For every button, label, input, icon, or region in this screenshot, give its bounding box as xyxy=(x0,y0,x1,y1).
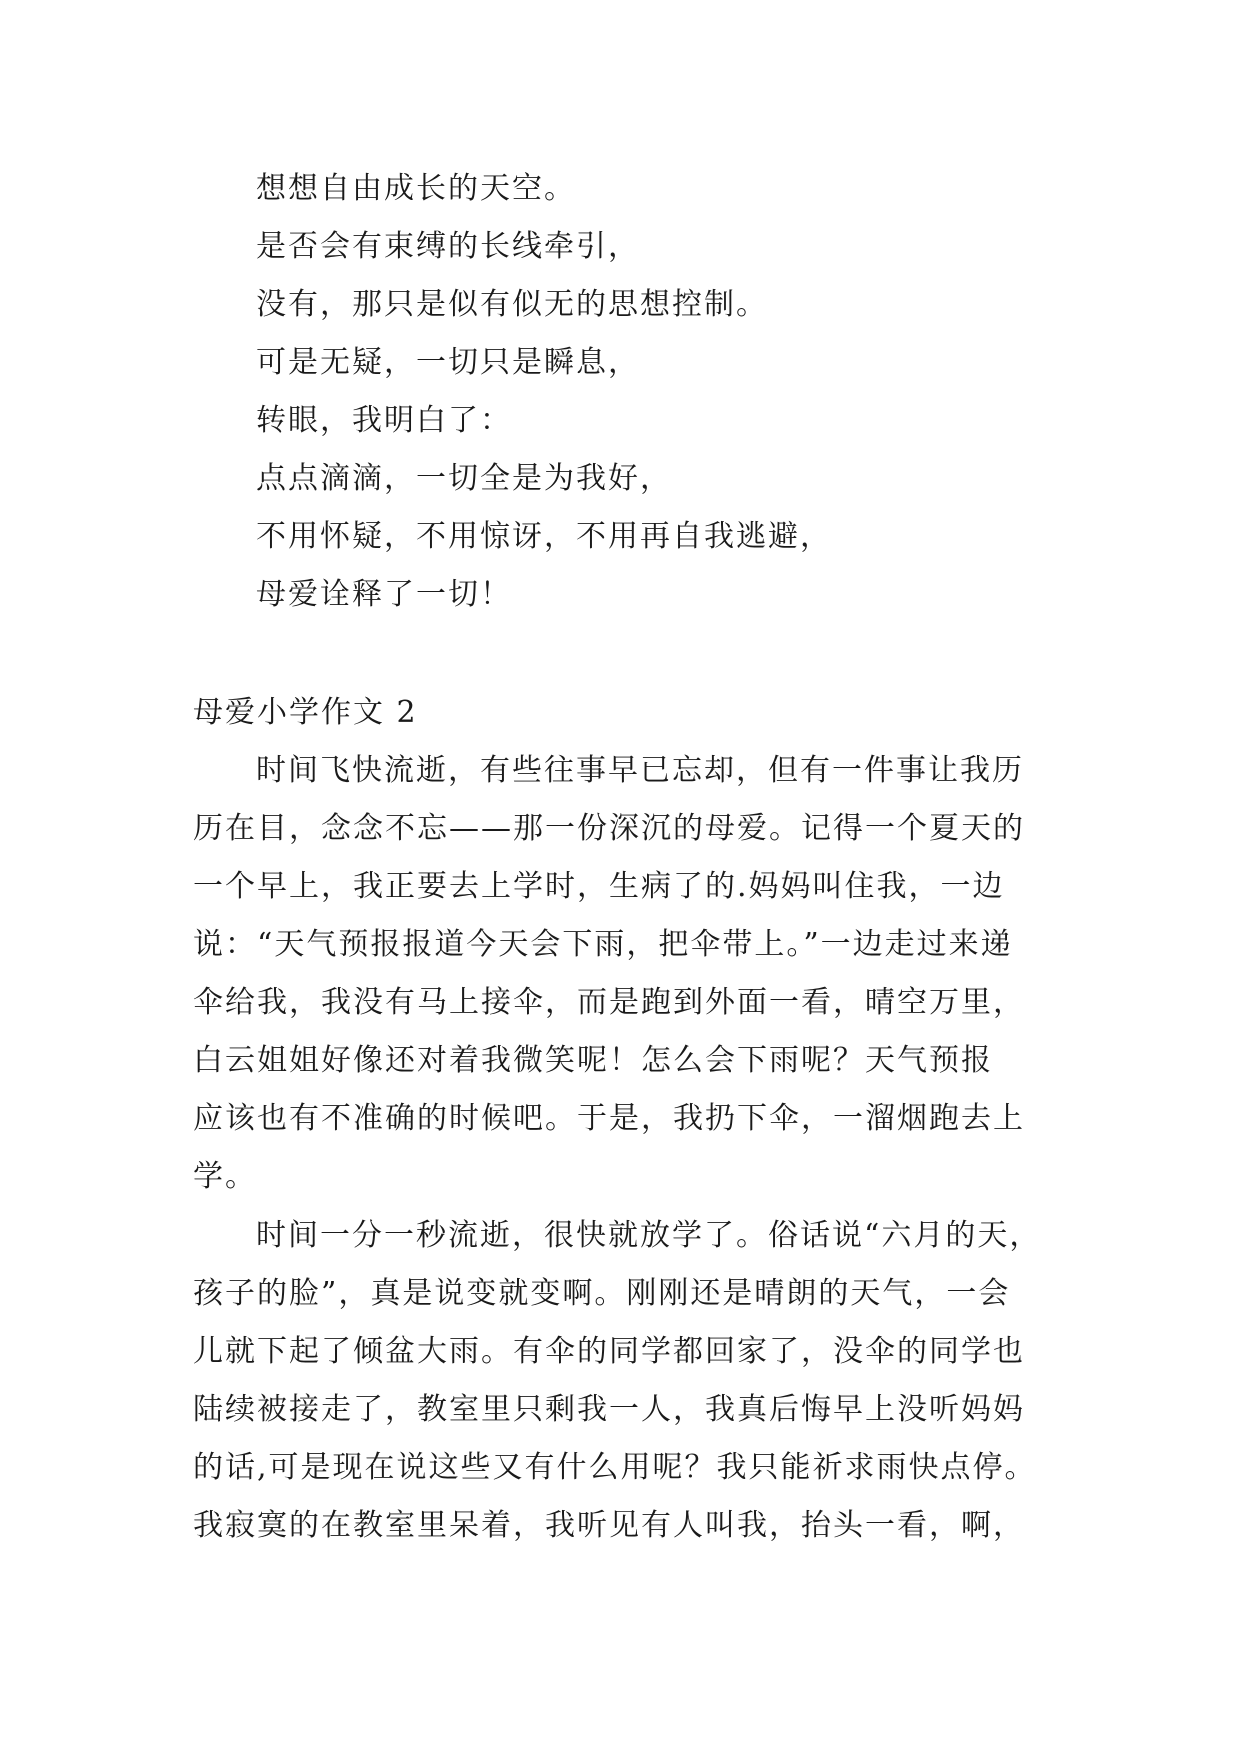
poem-stanza xyxy=(256,160,832,624)
paragraph-line: 时间飞快流逝，有些往事早已忘却，但有一件事让我历 xyxy=(256,753,1024,788)
poem-line: 是否会有束缚的长线牵引， xyxy=(256,229,640,264)
paragraph-line: 说：“天气预报报道今天会下雨，把伞带上。”一边走过来递 xyxy=(193,927,1013,962)
paragraph-line: 的话,可是现在说这些又有什么用呢？我只能祈求雨快点停。 xyxy=(193,1450,1037,1485)
section-title: 母爱小学作文 2 xyxy=(193,695,418,730)
poem-line: 没有，那只是似有似无的思想控制。 xyxy=(256,287,768,322)
paragraph-line: 白云姐姐好像还对着我微笑呢！怎么会下雨呢？天气预报 xyxy=(193,1043,993,1078)
paragraph-line: 陆续被接走了，教室里只剩我一人，我真后悔早上没听妈妈 xyxy=(193,1392,1025,1427)
paragraph-line: 儿就下起了倾盆大雨。有伞的同学都回家了，没伞的同学也 xyxy=(193,1334,1025,1369)
paragraph-line: 学。 xyxy=(193,1159,257,1194)
poem-line: 想想自由成长的天空。 xyxy=(256,171,576,206)
paragraph-line: 伞给我，我没有马上接伞，而是跑到外面一看，晴空万里， xyxy=(193,985,1025,1020)
paragraph-line: 应该也有不准确的时候吧。于是，我扔下伞，一溜烟跑去上 xyxy=(193,1101,1025,1136)
paragraph-line: 我寂寞的在教室里呆着，我听见有人叫我，抬头一看，啊， xyxy=(193,1508,1025,1543)
paragraph-line: 孩子的脸”，真是说变就变啊。刚刚还是晴朗的天气，一会 xyxy=(193,1276,1011,1311)
paragraph-line: 时间一分一秒流逝，很快就放学了。俗话说“六月的天， xyxy=(256,1218,1042,1253)
paragraph xyxy=(193,1207,1041,1555)
paragraph-line: 一个早上，我正要去上学时，生病了的.妈妈叫住我，一边 xyxy=(193,869,1005,904)
paragraph-line: 历在目，念念不忘——那一份深沉的母爱。记得一个夏天的 xyxy=(193,811,1025,846)
poem-line: 点点滴滴，一切全是为我好， xyxy=(256,461,672,496)
poem-line: 母爱诠释了一切！ xyxy=(256,577,512,612)
poem-line: 不用怀疑，不用惊讶，不用再自我逃避， xyxy=(256,519,832,554)
poem-line: 可是无疑，一切只是瞬息， xyxy=(256,345,640,380)
paragraph xyxy=(193,742,1025,1206)
poem-line: 转眼，我明白了： xyxy=(256,403,512,438)
